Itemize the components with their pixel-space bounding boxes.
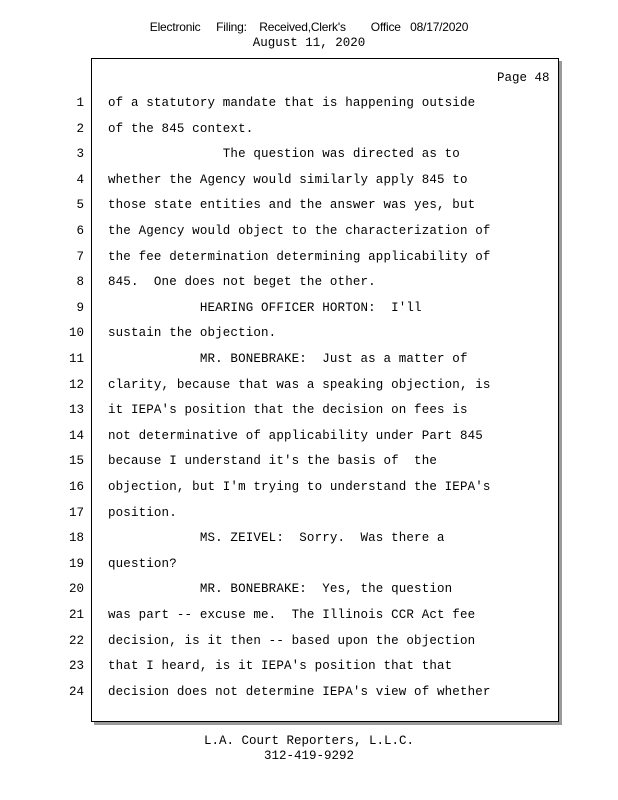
transcript-line: not determinative of applicability under Part 845 [108, 429, 483, 443]
line-number: 15 [68, 454, 84, 468]
transcript-line: 845. One does not beget the other. [108, 275, 376, 289]
page-number: Page 48 [497, 71, 550, 85]
line-number: 13 [68, 403, 84, 417]
footer-phone: 312-419-9292 [263, 749, 354, 763]
line-number: 4 [76, 173, 84, 187]
line-number: 9 [76, 301, 84, 315]
transcript-line: sustain the objection. [108, 326, 277, 340]
transcript-line: whether the Agency would similarly apply 845 to [108, 173, 468, 187]
transcript-line: the fee determination determining applicability of [108, 250, 491, 264]
line-number: 21 [68, 608, 84, 622]
transcript-line: of a statutory mandate that is happening outside [108, 96, 476, 110]
line-number: 2 [76, 122, 84, 136]
line-number: 16 [68, 480, 84, 494]
transcript-line: objection, but I'm trying to understand the IEPA's [108, 480, 491, 494]
transcript-line: that I heard, is it IEPA's position that that [108, 659, 453, 673]
line-number: 20 [68, 582, 84, 596]
line-number: 11 [68, 352, 84, 366]
line-number: 8 [76, 275, 84, 289]
line-number: 17 [68, 506, 84, 520]
footer-company: L.A. Court Reporters, L.L.C. [203, 734, 415, 748]
line-number: 12 [68, 378, 84, 392]
transcript-line: question? [108, 557, 177, 571]
line-number: 1 [76, 96, 84, 110]
line-number: 23 [68, 659, 84, 673]
transcript-line: those state entities and the answer was yes, but [108, 198, 476, 212]
filing-stamp: Electronic Filing: Received,Clerk's Office 08/17/2020 [149, 20, 469, 34]
transcript-line: HEARING OFFICER HORTON: I'll [108, 301, 422, 315]
transcript-line: the Agency would object to the characterization of [108, 224, 491, 238]
transcript-line: decision, is it then -- based upon the objection [108, 634, 476, 648]
transcript-line: was part -- excuse me. The Illinois CCR Act fee [108, 608, 476, 622]
line-number: 18 [68, 531, 84, 545]
transcript-line: of the 845 context. [108, 122, 254, 136]
line-number: 24 [68, 685, 84, 699]
filing-date: August 11, 2020 [252, 36, 366, 50]
line-number: 14 [68, 429, 84, 443]
transcript-line: MS. ZEIVEL: Sorry. Was there a [108, 531, 445, 545]
line-number: 22 [68, 634, 84, 648]
transcript-line: clarity, because that was a speaking objection, is [108, 378, 491, 392]
transcript-line: MR. BONEBRAKE: Just as a matter of [108, 352, 468, 366]
line-number: 10 [68, 326, 84, 340]
line-number: 7 [76, 250, 84, 264]
transcript-line: MR. BONEBRAKE: Yes, the question [108, 582, 453, 596]
line-number: 3 [76, 147, 84, 161]
line-number: 19 [68, 557, 84, 571]
line-number: 5 [76, 198, 84, 212]
transcript-line: because I understand it's the basis of the [108, 454, 438, 468]
transcript-line: The question was directed as to [108, 147, 460, 161]
transcript-line: decision does not determine IEPA's view of whether [108, 685, 491, 699]
line-number: 6 [76, 224, 84, 238]
transcript-line: position. [108, 506, 177, 520]
transcript-line: it IEPA's position that the decision on fees is [108, 403, 468, 417]
